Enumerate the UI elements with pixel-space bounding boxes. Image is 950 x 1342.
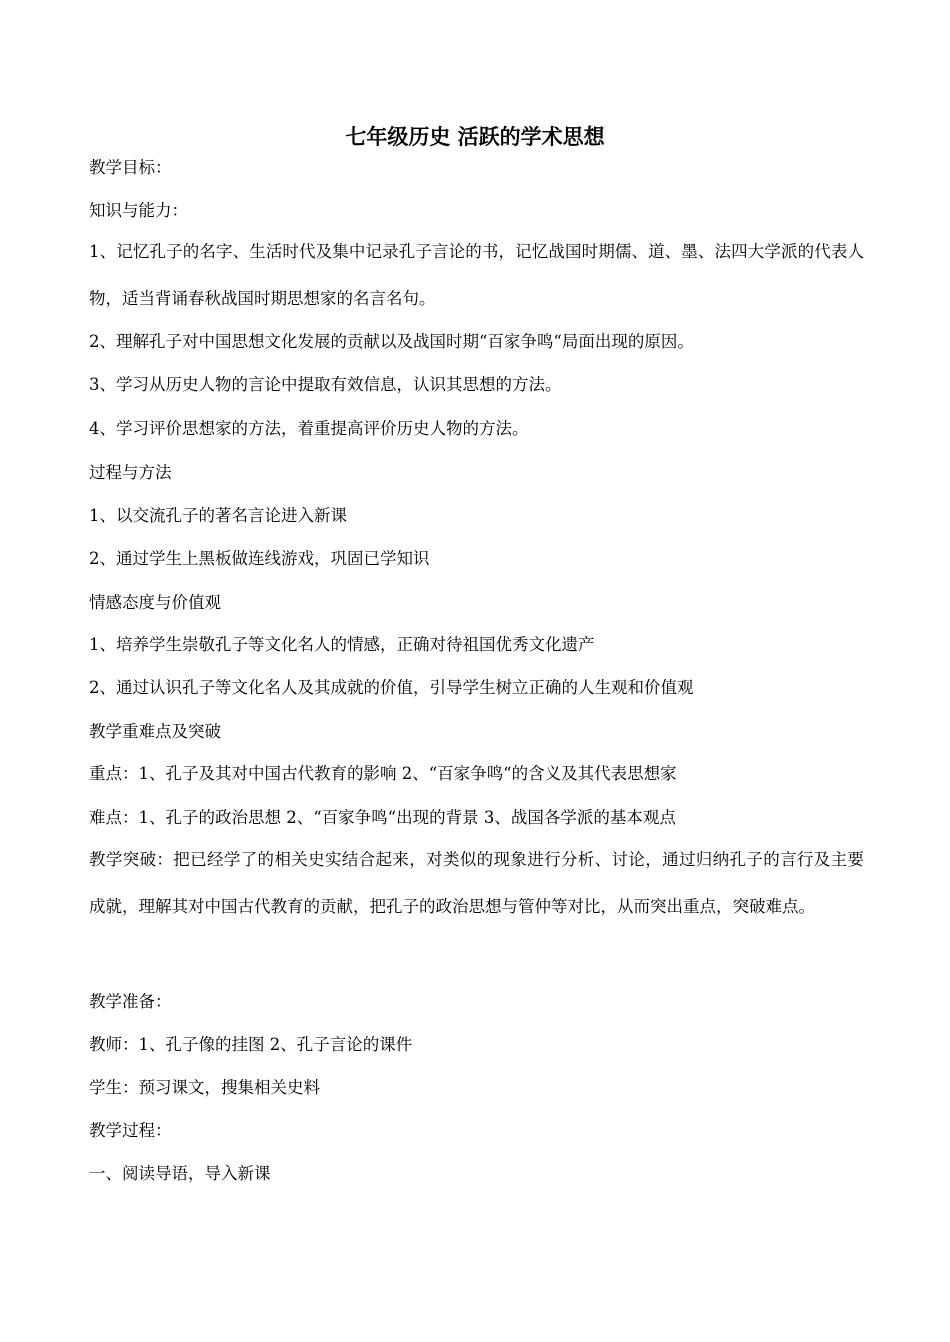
knowledge-item-1: 1、记忆孔子的名字、生活时代及集中记录孔子言论的书，记忆战国时期儒、道、墨、法四大学派的代表人物，适当背诵春秋战国时期思想家的名言名句。 — [89, 242, 864, 308]
knowledge-item-2: 2、理解孔子对中国思想文化发展的贡献以及战国时期“百家争鸣“局面出现的原因。 — [89, 332, 694, 351]
process-step-1: 一、阅读导语，导入新课 — [89, 1164, 271, 1183]
section-heading-key-points: 教学重难点及突破 — [89, 722, 221, 741]
subheading-process: 过程与方法 — [89, 463, 172, 482]
subheading-knowledge: 知识与能力： — [89, 201, 188, 220]
knowledge-item-3: 3、学习从历史人物的言论中提取有效信息，认识其思想的方法。 — [89, 375, 562, 394]
difficult-points: 难点：1、孔子的政治思想 2、“百家争鸣“出现的背景 3、战国各学派的基本观点 — [89, 808, 676, 827]
student-preparation: 学生：预习课文，搜集相关史料 — [89, 1078, 320, 1097]
subheading-values: 情感态度与价值观 — [89, 593, 221, 612]
process-item-2: 2、通过学生上黑板做连线游戏，巩固已学知识 — [89, 549, 430, 568]
section-heading-process: 教学过程： — [89, 1121, 172, 1140]
teaching-breakthrough: 教学突破：把已经学了的相关史实结合起来，对类似的现象进行分析、讨论，通过归纳孔子的言行及主要成就，理解其对中国古代教育的贡献，把孔子的政治思想与管仲等对比，从而突出重点，突破难点。 — [89, 850, 864, 916]
key-points: 重点：1、孔子及其对中国古代教育的影响 2、“百家争鸣“的含义及其代表思想家 — [89, 764, 677, 783]
values-item-1: 1、培养学生崇敬孔子等文化名人的情感，正确对待祖国优秀文化遗产 — [89, 635, 595, 654]
document-title: 七年级历史 活跃的学术思想 — [345, 124, 605, 149]
knowledge-item-4: 4、学习评价思想家的方法，着重提高评价历史人物的方法。 — [89, 419, 529, 438]
values-item-2: 2、通过认识孔子等文化名人及其成就的价值，引导学生树立正确的人生观和价值观 — [89, 678, 694, 697]
section-heading-goals: 教学目标： — [89, 158, 172, 177]
teacher-preparation: 教师：1、孔子像的挂图 2、孔子言论的课件 — [89, 1035, 413, 1054]
process-item-1: 1、以交流孔子的著名言论进入新课 — [89, 506, 347, 525]
section-heading-preparation: 教学准备： — [89, 992, 172, 1011]
